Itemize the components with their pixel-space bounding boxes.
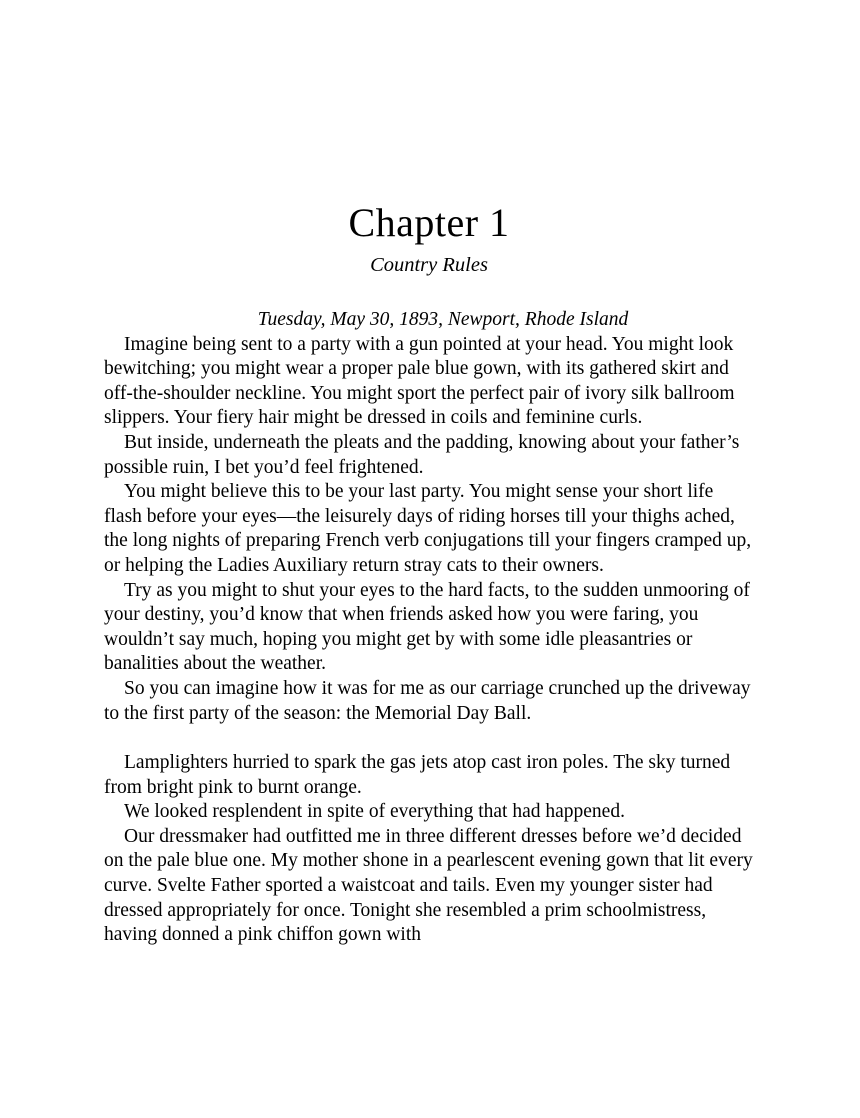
paragraph: Try as you might to shut your eyes to the hard facts, to the sudden unmooring of your destiny, you’d know that when friends asked how you were faring, you wouldn’t say much, hoping you might get by with some idle pleasantries or banalities about the weather.: [104, 579, 750, 675]
paragraph: Imagine being sent to a party with a gun pointed at your head. You might look bewitching; you might wear a proper pale blue gown, with its gathered skirt and off-the-shoulder neckline. You might sport the perfect pair of ivory silk ballroom slippers. Your fiery hair might be dressed in coils and feminine curls.: [104, 333, 735, 429]
paragraph: But inside, underneath the pleats and the padding, knowing about your father’s possible ruin, I bet you’d feel frightened.: [104, 431, 740, 478]
paragraph: Lamplighters hurried to spark the gas jets atop cast iron poles. The sky turned from bright pink to burnt orange.: [104, 752, 731, 798]
dateline: Tuesday, May 30, 1893, Newport, Rhode Island: [257, 309, 629, 330]
scene-break: [104, 726, 754, 751]
paragraph: You might believe this to be your last party. You might sense your short life flash before your eyes—the leisurely days of riding horses till your thighs ached, the long nights of preparing French verb conjugations till your fingers cramped up, or helping the Ladies Auxiliary return stray cats to their owners.: [104, 481, 752, 576]
chapter-subtitle: Country Rules: [370, 254, 488, 276]
paragraph: So you can imagine how it was for me as our carriage crunched up the driveway to the first party of the season: the Memorial Day Ball.: [104, 677, 751, 724]
paragraph: We looked resplendent in spite of everything that had happened.: [124, 801, 625, 823]
paragraph: Our dressmaker had outfitted me in three different dresses before we’d decided on the pale blue one. My mother shone in a pearlescent evening gown that lit every curve. Svelte Father sported a waistcoat and tails. Even my younger sister had dressed appropriately for once. Tonight she resembled a prim schoolmistress, having donned a pink chiffon gown with: [104, 825, 753, 946]
chapter-title: Chapter 1: [348, 200, 510, 245]
book-page: [104, 0, 754, 948]
